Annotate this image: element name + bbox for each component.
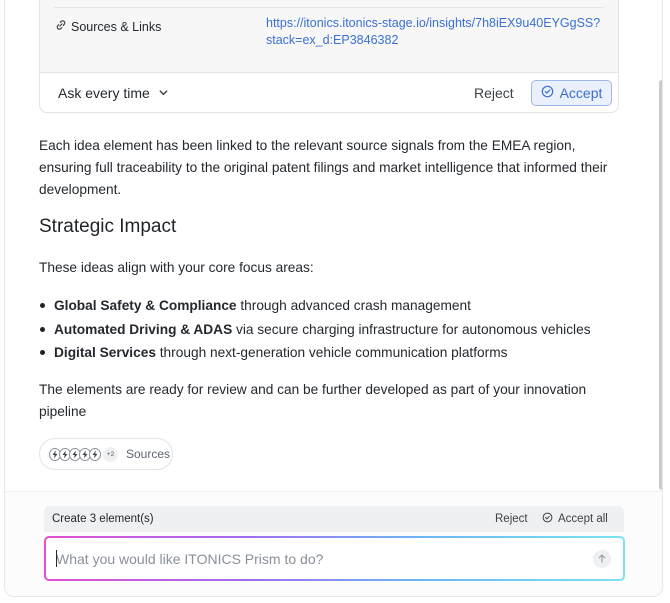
tool-call-card: [39, 0, 619, 113]
scrollbar-thumb[interactable]: [659, 80, 663, 490]
pending-actions-bar: [44, 506, 624, 532]
link-icon: [55, 19, 67, 34]
chevron-down-icon: [158, 85, 169, 101]
list-item: [39, 294, 629, 318]
check-circle-icon: [542, 512, 553, 526]
permission-label: Ask every time: [58, 85, 150, 101]
focus-area-name: Global Safety & Compliance: [54, 298, 237, 313]
chat-panel: [4, 0, 663, 597]
pending-actions-title: Create 3 element(s): [52, 513, 154, 525]
sources-button[interactable]: [39, 438, 173, 470]
message-paragraph: The elements are ready for review and can be further developed as part of your innovation pipeline: [39, 382, 587, 419]
focus-area-description: via secure charging infrastructure for autonomous vehicles: [232, 321, 591, 337]
source-link[interactable]: https://itonics.itonics-stage.io/insights/7h8iEX9u40EYGgSS?stack=ex_d:EP3846382: [266, 16, 601, 47]
scrollbar[interactable]: [658, 0, 663, 492]
focus-area-name: Automated Driving & ADAS: [54, 321, 233, 337]
source-icons: [49, 448, 99, 461]
accept-label: Accept: [559, 85, 603, 101]
prompt-input[interactable]: [56, 549, 576, 569]
focus-area-name: Digital Services: [54, 345, 156, 360]
more-sources-badge: +2: [103, 447, 118, 462]
accept-all-label: Accept all: [558, 513, 608, 525]
check-circle-icon: [541, 85, 554, 101]
accept-all-button[interactable]: [542, 512, 608, 526]
tool-call-details: [40, 0, 618, 73]
text-caret: [56, 550, 57, 567]
lightning-icon: [89, 448, 101, 461]
focus-area-description: through next-generation vehicle communication platforms: [155, 345, 508, 360]
sources-links-field: [55, 19, 161, 34]
accept-button[interactable]: [531, 80, 612, 106]
prompt-inner: [46, 538, 623, 579]
arrow-up-icon: [598, 550, 606, 568]
focus-area-list: [39, 294, 629, 365]
section-heading: Strategic Impact: [39, 216, 177, 237]
focus-area-description: through advanced crash management: [236, 298, 471, 313]
composer-area: [5, 492, 662, 597]
reject-button[interactable]: Reject: [474, 85, 514, 101]
prompt-box: [44, 536, 625, 581]
field-label: Sources & Links: [71, 19, 162, 34]
list-item: [39, 341, 629, 365]
divider: [54, 7, 604, 8]
send-button[interactable]: [593, 550, 611, 568]
message-paragraph: Each idea element has been linked to the relevant source signals from the EMEA region, ensuring full traceability to the original patent filings and market intelligence that informed their development.: [39, 138, 608, 197]
permission-dropdown[interactable]: [58, 85, 169, 101]
list-item: [39, 318, 629, 342]
message-paragraph: These ideas align with your core focus areas:: [39, 260, 314, 275]
reject-all-button[interactable]: Reject: [495, 513, 528, 525]
sources-label: Sources: [126, 447, 171, 461]
